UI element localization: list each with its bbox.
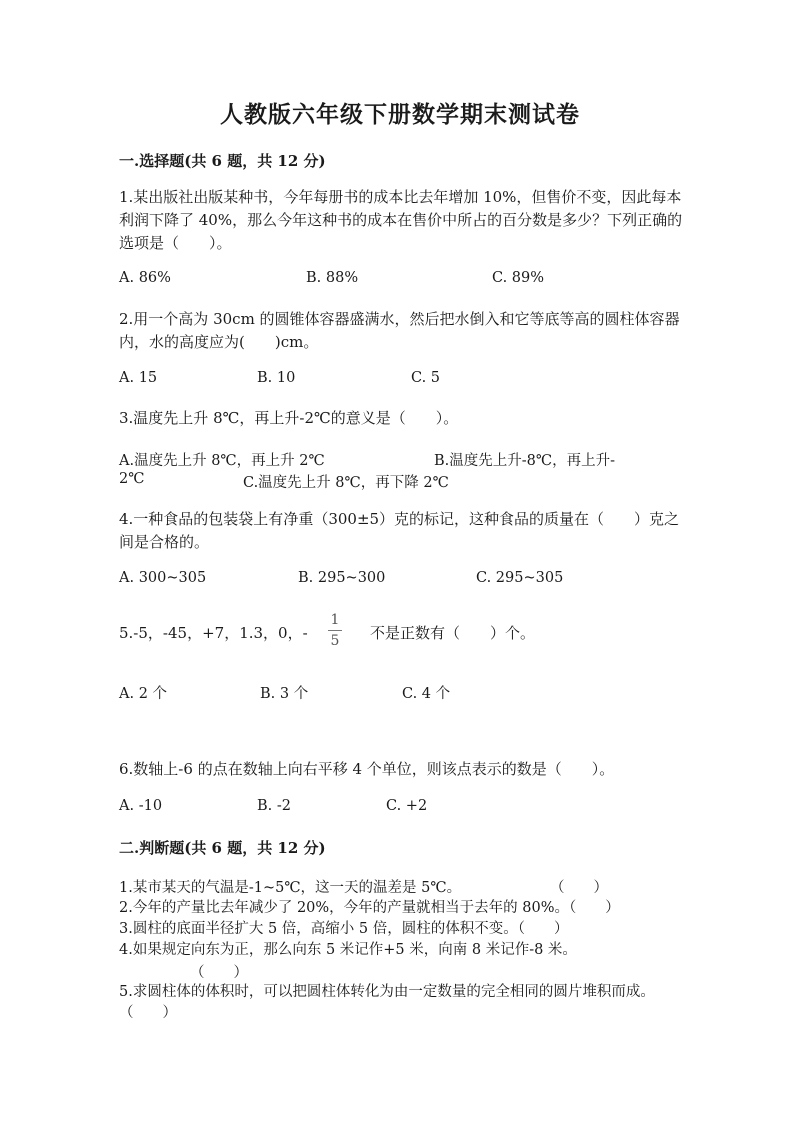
judge-item-4-paren: （ ）: [190, 965, 248, 981]
judge-item-3: 3.圆柱的底面半径扩大 5 倍，高缩小 5 倍，圆柱的体积不变。（ ）: [119, 921, 569, 937]
question-6: 6.数轴上-6 的点在数轴上向右平移 4 个单位，则该点表示的数是（ ）。: [119, 760, 615, 778]
q3-option-b: B.温度先上升-8℃，再上升-: [434, 453, 616, 469]
section-heading-choice: 一.选择题(共 6 题，共 12 分): [119, 152, 326, 170]
q4-option-c: C. 295~305: [476, 570, 564, 586]
judge-item-2: 2.今年的产量比去年减少了 20%，今年的产量就相当于去年的 80%。（ ）: [119, 900, 620, 916]
q6-option-c: C. +2: [386, 798, 428, 814]
q6-option-b: B. -2: [257, 798, 291, 814]
q2-option-a: A. 15: [119, 370, 158, 386]
section-heading-true-false: 二.判断题(共 6 题，共 12 分): [119, 839, 326, 857]
page-title: 人教版六年级下册数学期末测试卷: [220, 101, 580, 128]
q3-option-c: C.温度先上升 8℃，再下降 2℃: [243, 475, 449, 491]
q5-option-b: B. 3 个: [260, 686, 309, 702]
q4-option-a: A. 300~305: [119, 570, 207, 586]
fraction-one-fifth: [328, 612, 342, 649]
fraction-numerator: 1: [330, 612, 340, 628]
question-1: 1.某出版社出版某种书，今年每册书的成本比去年增加 10%，但售价不变，因此每本利润下降了 40%，那么今年这种书的成本在售价中所占的百分数是多少？下列正确的选项是（ ）。: [119, 188, 683, 252]
judge-item-5: 5.求圆柱体的体积时，可以把圆柱体转化为由一定数量的完全相同的圆片堆积而成。（ ）: [119, 984, 655, 1021]
fraction-bar: [328, 630, 342, 631]
q5-option-c: C. 4 个: [402, 686, 451, 702]
question-3: 3.温度先上升 8℃，再上升-2℃的意义是（ ）。: [119, 409, 459, 427]
q3-option-b-continued: 2℃: [119, 471, 145, 487]
q5-option-a: A. 2 个: [119, 686, 168, 702]
q2-option-b: B. 10: [257, 370, 296, 386]
question-4: 4.一种食品的包装袋上有净重（300±5）克的标记，这种食品的质量在（ ）克之间是合格的。: [119, 510, 680, 551]
q3-option-a: A.温度先上升 8℃，再上升 2℃: [119, 453, 325, 469]
question-2: 2.用一个高为 30cm 的圆锥体容器盛满水，然后把水倒入和它等底等高的圆柱体容器内，水的高度应为( )cm。: [119, 310, 680, 351]
judge-item-4: 4.如果规定向东为正，那么向东 5 米记作+5 米，向南 8 米记作-8 米。: [119, 942, 577, 958]
q1-option-c: C. 89%: [492, 270, 545, 286]
judge-item-1: 1.某市某天的气温是-1~5℃，这一天的温差是 5℃。: [119, 880, 462, 896]
judge-item-1-paren: （ ）: [550, 880, 608, 896]
q2-option-c: C. 5: [411, 370, 441, 386]
q1-option-a: A. 86%: [119, 270, 171, 286]
q1-option-b: B. 88%: [306, 270, 359, 286]
question-5-start: 5.-5，-45，+7，1.3，0，-: [119, 624, 308, 642]
q4-option-b: B. 295~300: [298, 570, 386, 586]
q6-option-a: A. -10: [119, 798, 163, 814]
fraction-denominator: 5: [330, 633, 340, 649]
question-5-end: 不是正数有（ ）个。: [370, 624, 536, 642]
